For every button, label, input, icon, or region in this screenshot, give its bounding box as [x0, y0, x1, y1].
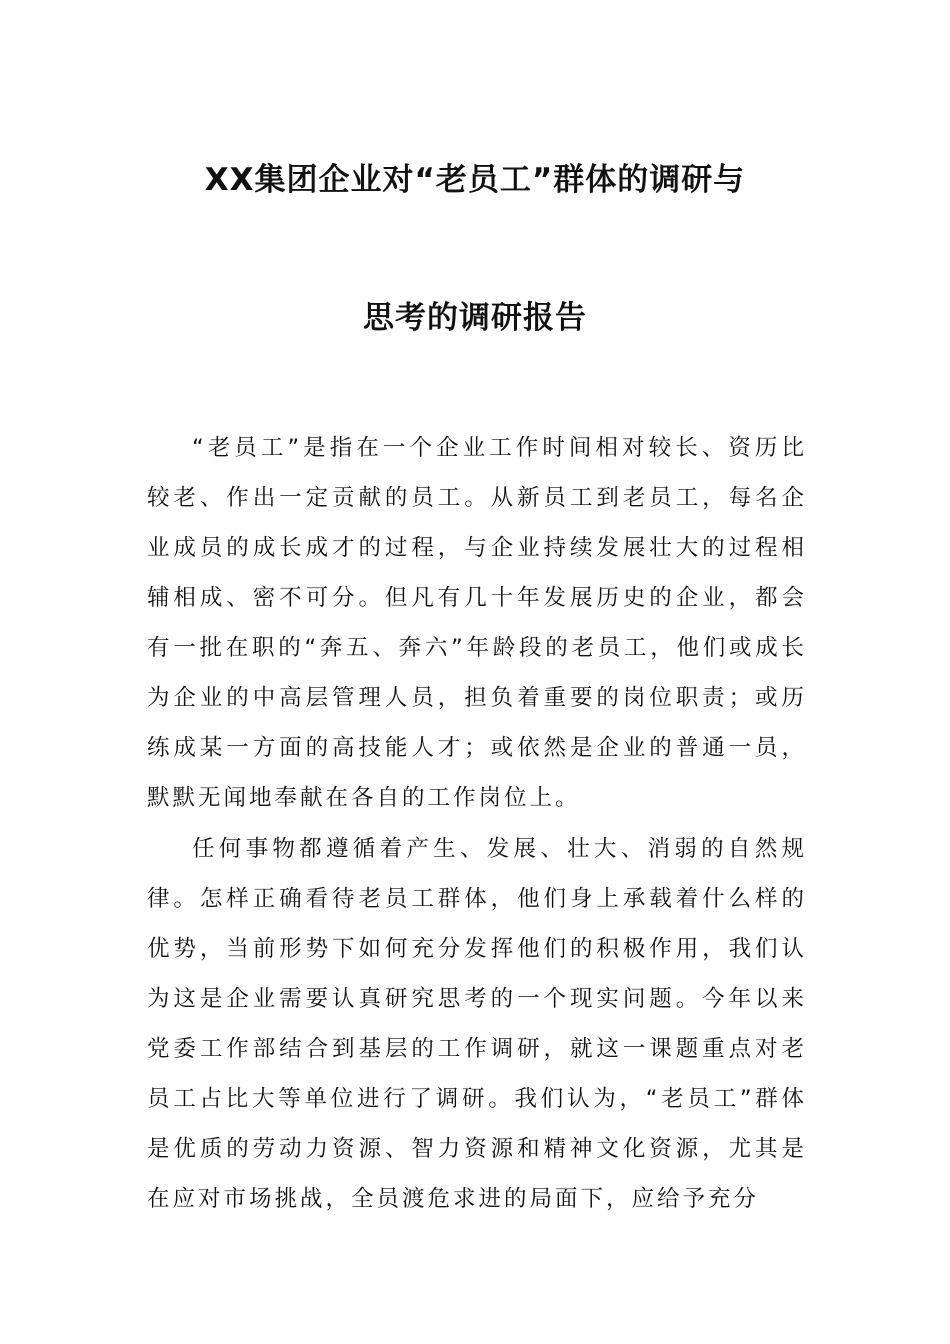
body-paragraph-2: 任何事物都遵循着产生、发展、壮大、消弱的自然规律。怎样正确看待老员工群体，他们身上承载着什么样的优势，当前形势下如何充分发挥他们的积极作用，我们认为这是企业需要认真研究思考的一个现实问题。今年以来党委工作部结合到基层的工作调研，就这一课题重点对老员工占比大等单位进行了调研。我们认为，“老员工”群体是优质的劳动力资源、智力资源和精神文化资源，尤其是在应对市场挑战，全员渡危求进的局面下，应给予充分	[147, 836, 807, 1212]
document-title-line-2: 思考的调研报告	[363, 300, 587, 336]
body-paragraph-1: “老员工”是指在一个企业工作时间相对较长、资历比较老、作出一定贡献的员工。从新员工到老员工，每名企业成员的成长成才的过程，与企业持续发展壮大的过程相辅相成、密不可分。但凡有几十年发展历史的企业，都会有一批在职的“奔五、奔六”年龄段的老员工，他们或成长为企业的中高层管理人员，担负着重要的岗位职责；或历练成某一方面的高技能人才；或依然是企业的普通一员，默默无闻地奉献在各自的工作岗位上。	[147, 435, 807, 811]
document-title-line-1: XX集团企业对“老员工”群体的调研与	[204, 162, 746, 198]
